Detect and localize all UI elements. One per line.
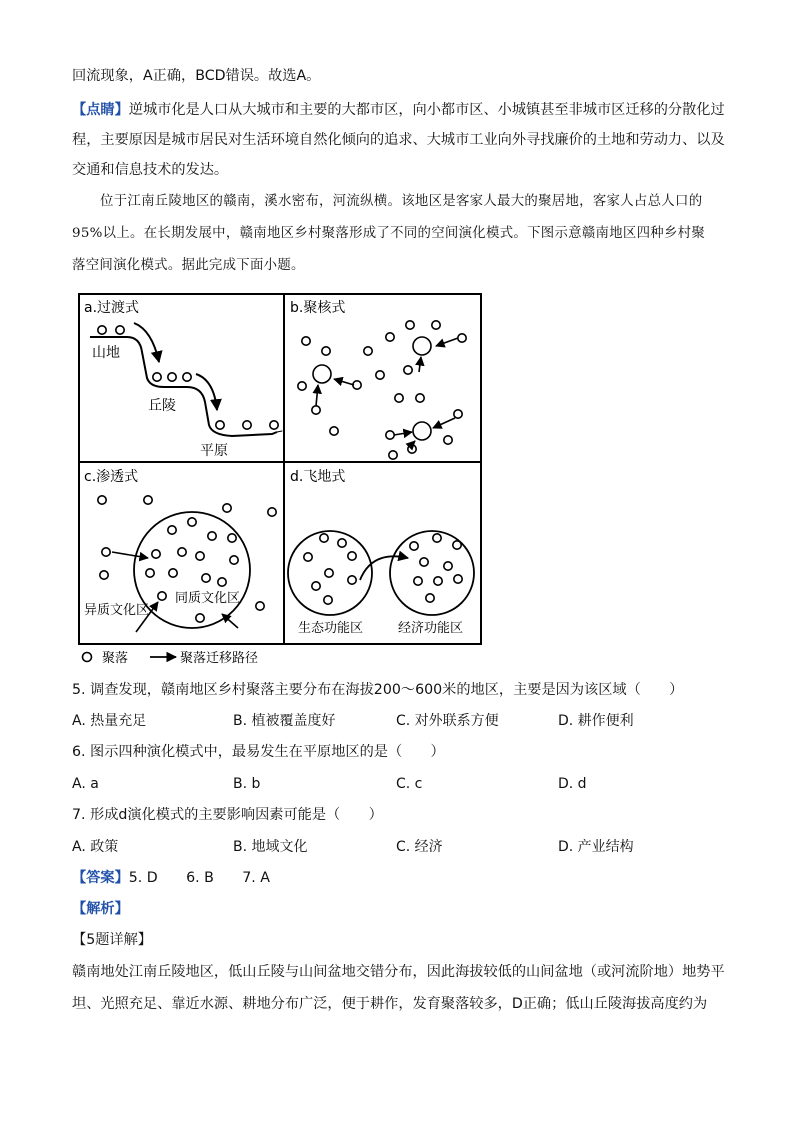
- q7-option-b[interactable]: B. 地域文化: [233, 839, 308, 855]
- q5-option-d[interactable]: D. 耕作便利: [558, 713, 634, 729]
- label-mountain: 山地: [92, 345, 120, 361]
- q6-stem: 6. 图示四种演化模式中，最易发生在平原地区的是（ ）: [72, 744, 445, 760]
- analysis-tag: 【解析】: [72, 901, 129, 917]
- label-ecological-zone: 生态功能区: [298, 621, 364, 636]
- dianjing-paragraph: [72, 100, 725, 120]
- passage-line-2: 95%以上。在长期发展中，赣南地区乡村聚落形成了不同的空间演化模式。下图示意赣南地区四种乡村聚: [72, 226, 706, 241]
- dianjing-text-3: 交通和信息技术的发达。: [72, 162, 229, 178]
- q7-stem: 7. 形成d演化模式的主要影响因素可能是（ ）: [72, 807, 383, 823]
- q6-option-a[interactable]: A. a: [72, 776, 99, 792]
- dianjing-tag: 【点睛】: [72, 102, 129, 118]
- detail-text-1: 赣南地处江南丘陵地区，低山丘陵与山间盆地交错分布，因此海拔较低的山间盆地（或河流阶地）地势平: [72, 964, 725, 980]
- legend-path-label: 聚落迁移路径: [180, 651, 259, 666]
- q7-option-a[interactable]: A. 政策: [72, 839, 119, 855]
- passage-line-3: 落空间演化模式。据此完成下面小题。: [72, 258, 305, 273]
- label-plain: 平原: [200, 443, 228, 459]
- legend-settlement-label: 聚落: [102, 651, 129, 666]
- panel-d-settlements: [304, 534, 462, 604]
- panel-b-settlements: [298, 321, 466, 459]
- settlement-evolution-figure: [72, 290, 492, 670]
- answer-line: [72, 868, 270, 888]
- q6-option-d[interactable]: D. d: [558, 776, 587, 792]
- analysis-line: [72, 899, 129, 919]
- label-heterogeneous-zone: 异质文化区: [84, 603, 150, 618]
- detail-heading: 【5题详解】: [72, 932, 152, 948]
- answer-tag: 【答案】: [72, 870, 129, 886]
- panel-a-title: a.过渡式: [84, 300, 140, 316]
- q5-option-b[interactable]: B. 植被覆盖度好: [233, 713, 336, 729]
- detail-text-2: 坦、光照充足、靠近水源、耕地分布广泛，便于耕作，发育聚落较多，D正确；低山丘陵海拔高度约为: [72, 996, 708, 1012]
- label-hill: 丘陵: [148, 398, 176, 414]
- dianjing-text-2: 程，主要原因是城市居民对生活环境自然化倾向的追求、大城市工业向外寻找廉价的土地和劳动力、以及: [72, 132, 725, 148]
- text-line-1: 回流现象，A正确，BCD错误。故选A。: [72, 68, 321, 84]
- panel-a-settlements: [98, 326, 278, 429]
- passage-line-1: 位于江南丘陵地区的赣南，溪水密布，河流纵横。该地区是客家人最大的聚居地，客家人占总人口的: [100, 194, 703, 209]
- legend-settlement-icon: [83, 653, 92, 662]
- answer-text: 5. D 6. B 7. A: [128, 870, 271, 886]
- q7-option-c[interactable]: C. 经济: [396, 839, 443, 855]
- dianjing-text-1: 逆城市化是人口从大城市和主要的大都市区，向小都市区、小城镇甚至非城市区迁移的分散化过: [128, 102, 725, 118]
- q5-option-a[interactable]: A. 热量充足: [72, 713, 147, 729]
- q6-option-c[interactable]: C. c: [396, 776, 423, 792]
- label-economic-zone: 经济功能区: [398, 621, 464, 636]
- panel-c-title: c.渗透式: [84, 469, 139, 485]
- panel-d-title: d.飞地式: [290, 469, 346, 485]
- panel-b-title: b.聚核式: [290, 300, 346, 316]
- q6-option-b[interactable]: B. b: [233, 776, 261, 792]
- q5-stem: 5. 调查发现，赣南地区乡村聚落主要分布在海拔200～600米的地区，主要是因为该区域（ ）: [72, 682, 684, 698]
- label-homogeneous-zone: 同质文化区: [175, 591, 241, 606]
- q5-option-c[interactable]: C. 对外联系方便: [396, 713, 499, 729]
- q7-option-d[interactable]: D. 产业结构: [558, 839, 634, 855]
